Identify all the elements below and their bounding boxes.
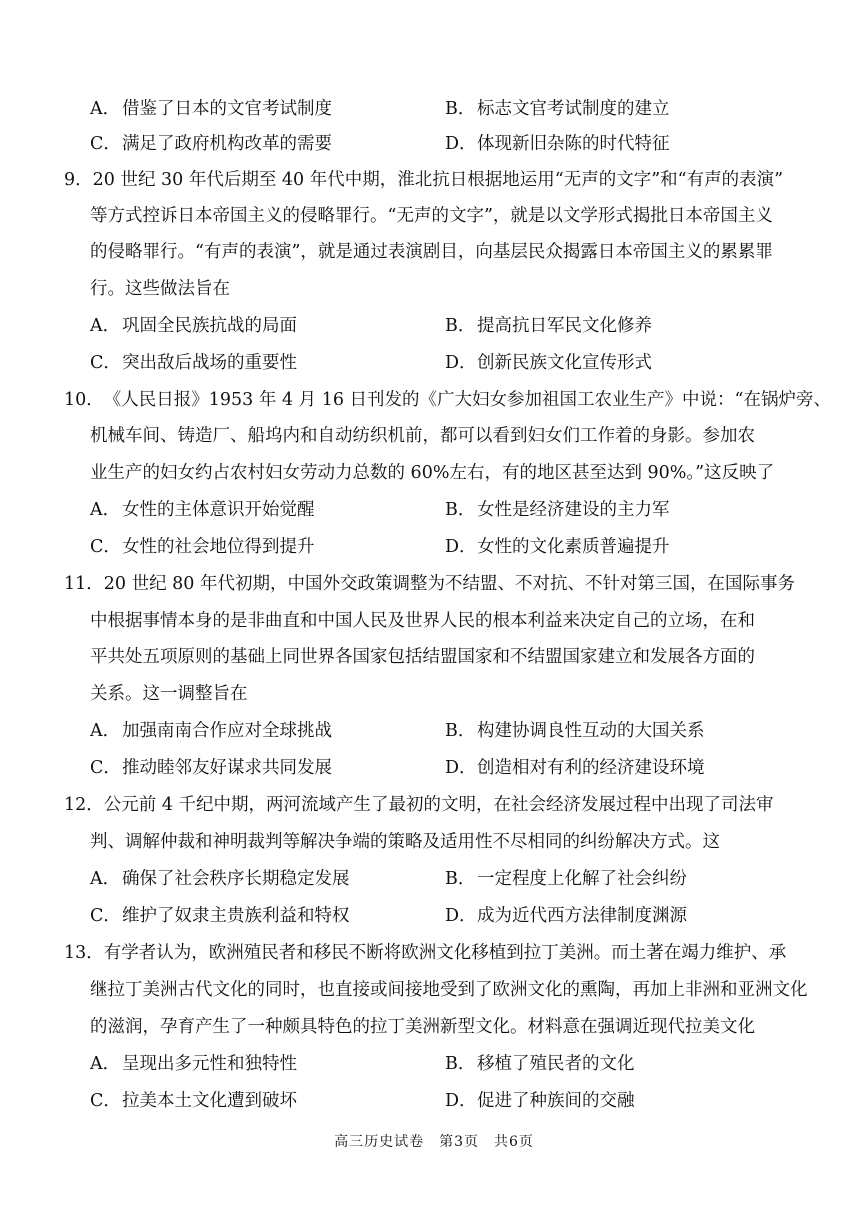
- option-letter: A．: [90, 721, 121, 741]
- option-text: 标志文官考试制度的建立: [477, 99, 670, 119]
- q12-option-c: [90, 905, 350, 927]
- option-text: 提高抗日军民文化修养: [477, 316, 652, 336]
- q13-option-c: [90, 1090, 297, 1112]
- question-text: 20 世纪 30 年代后期至 40 年代中期，淮北抗日根据地运用“无声的文字”和“有声的表演”: [92, 170, 784, 190]
- option-letter: D．: [445, 906, 477, 926]
- q12-option-b: [445, 868, 687, 890]
- option-text: 移植了殖民者的文化: [477, 1054, 635, 1074]
- q11-line-1: [64, 573, 796, 595]
- q11-line-2: 中根据事情本身的是非曲直和中国人民及世界人民的根本利益来决定自己的立场，在和: [90, 611, 755, 631]
- option-text: 突出敌后战场的重要性: [122, 353, 297, 373]
- option-letter: D．: [445, 353, 477, 373]
- q9-line-3: 的侵略罪行。“有声的表演”，就是通过表演剧目，向基层民众揭露日本帝国主义的累累罪: [90, 242, 773, 262]
- option-text: 确保了社会秩序长期稳定发展: [122, 869, 350, 889]
- q11-option-a: [90, 720, 332, 742]
- option-letter: B．: [445, 99, 476, 119]
- q8-option-a: [90, 98, 332, 120]
- option-text: 创造相对有利的经济建设环境: [477, 758, 705, 778]
- option-letter: D．: [445, 1091, 477, 1111]
- q10-line-1: [64, 389, 831, 411]
- option-letter: C．: [90, 537, 121, 557]
- q10-option-d: [445, 536, 670, 558]
- option-text: 呈现出多元性和独特性: [122, 1054, 297, 1074]
- option-letter: B．: [445, 316, 476, 336]
- question-text: 《人民日报》1953 年 4 月 16 日刊发的《广大妇女参加祖国工农业生产》中说：“在锅炉旁、: [103, 390, 831, 410]
- option-letter: B．: [445, 869, 476, 889]
- q9-option-b: [445, 315, 652, 337]
- q13-line-2: 继拉丁美洲古代文化的同时，也直接或间接地受到了欧洲文化的熏陶，再加上非洲和亚洲文化: [90, 980, 808, 1000]
- option-letter: A．: [90, 1054, 121, 1074]
- question-number: 12．: [64, 795, 104, 815]
- q13-option-b: [445, 1053, 635, 1075]
- q12-option-a: [90, 868, 350, 890]
- q11-option-b: [445, 720, 705, 742]
- q9-line-4: 行。这些做法旨在: [90, 279, 230, 299]
- option-letter: C．: [90, 906, 121, 926]
- option-letter: C．: [90, 134, 121, 154]
- option-letter: C．: [90, 758, 121, 778]
- option-letter: C．: [90, 1091, 121, 1111]
- q12-option-d: [445, 905, 687, 927]
- option-text: 借鉴了日本的文官考试制度: [122, 99, 332, 119]
- option-letter: A．: [90, 316, 121, 336]
- option-letter: A．: [90, 869, 121, 889]
- q9-line-1: [64, 169, 790, 191]
- option-letter: D．: [445, 537, 477, 557]
- q10-line-3: 业生产的妇女约占农村妇女劳动力总数的 60%左右，有的地区甚至达到 90%。”这反映了: [90, 463, 775, 483]
- q10-option-b: [445, 499, 670, 521]
- option-text: 女性的主体意识开始觉醒: [122, 500, 315, 520]
- q8-option-c: [90, 133, 332, 155]
- question-text: 20 世纪 80 年代初期，中国外交政策调整为不结盟、不对抗、不针对第三国，在国际事务: [103, 574, 796, 594]
- option-text: 女性是经济建设的主力军: [477, 500, 670, 520]
- option-text: 一定程度上化解了社会纠纷: [477, 869, 687, 889]
- option-letter: D．: [445, 134, 477, 154]
- question-text: 有学者认为，欧洲殖民者和移民不断将欧洲文化移植到拉丁美洲。而土著在竭力维护、承: [103, 943, 787, 963]
- question-number: 9．: [64, 170, 93, 190]
- q9-option-d: [445, 352, 652, 374]
- q13-option-d: [445, 1090, 635, 1112]
- option-text: 创新民族文化宣传形式: [477, 353, 652, 373]
- q13-line-1: [64, 942, 790, 964]
- option-letter: B．: [445, 721, 476, 741]
- option-letter: B．: [445, 500, 476, 520]
- option-text: 巩固全民族抗战的局面: [122, 316, 297, 336]
- q9-option-c: [90, 352, 297, 374]
- option-text: 加强南南合作应对全球挑战: [122, 721, 332, 741]
- q9-line-2: 等方式控诉日本帝国主义的侵略罪行。“无声的文字”，就是以文学形式揭批日本帝国主义: [90, 206, 773, 226]
- q11-option-c: [90, 757, 332, 779]
- q12-line-2: 判、调解仲裁和神明裁判等解决争端的策略及适用性不尽相同的纠纷解决方式。这: [90, 832, 720, 852]
- question-number: 11．: [64, 574, 104, 594]
- q12-line-1: [64, 794, 790, 816]
- q10-line-2: 机械车间、铸造厂、船坞内和自动纺织机前，都可以看到妇女们工作着的身影。参加农: [90, 426, 755, 446]
- option-letter: A．: [90, 99, 121, 119]
- q11-option-d: [445, 757, 705, 779]
- question-number: 13．: [64, 943, 104, 963]
- q8-option-b: [445, 98, 670, 120]
- option-letter: B．: [445, 1054, 476, 1074]
- option-text: 推动睦邻友好谋求共同发展: [122, 758, 332, 778]
- q13-line-3: 的滋润，孕育产生了一种颇具特色的拉丁美洲新型文化。材料意在强调近现代拉美文化: [90, 1017, 755, 1037]
- option-text: 构建协调良性互动的大国关系: [477, 721, 705, 741]
- option-letter: D．: [445, 758, 477, 778]
- option-text: 满足了政府机构改革的需要: [122, 134, 332, 154]
- q10-option-c: [90, 536, 315, 558]
- q11-line-3: 平共处五项原则的基础上同世界各国家包括结盟国家和不结盟国家建立和发展各方面的: [90, 647, 755, 667]
- option-text: 促进了种族间的交融: [477, 1091, 635, 1111]
- q10-option-a: [90, 499, 315, 521]
- option-text: 体现新旧杂陈的时代特征: [477, 134, 670, 154]
- option-letter: A．: [90, 500, 121, 520]
- option-text: 拉美本土文化遭到破坏: [122, 1091, 297, 1111]
- page-footer: 高三历史试卷 第3页 共6页: [334, 1134, 534, 1150]
- option-text: 女性的文化素质普遍提升: [477, 537, 670, 557]
- option-text: 维护了奴隶主贵族利益和特权: [122, 906, 350, 926]
- q8-option-d: [445, 133, 670, 155]
- q11-line-4: 关系。这一调整旨在: [90, 684, 248, 704]
- option-text: 女性的社会地位得到提升: [122, 537, 315, 557]
- question-number: 10．: [64, 390, 104, 410]
- option-letter: C．: [90, 353, 121, 373]
- q9-option-a: [90, 315, 297, 337]
- q13-option-a: [90, 1053, 297, 1075]
- option-text: 成为近代西方法律制度渊源: [477, 906, 687, 926]
- question-text: 公元前 4 千纪中期，两河流域产生了最初的文明，在社会经济发展过程中出现了司法审: [103, 795, 774, 815]
